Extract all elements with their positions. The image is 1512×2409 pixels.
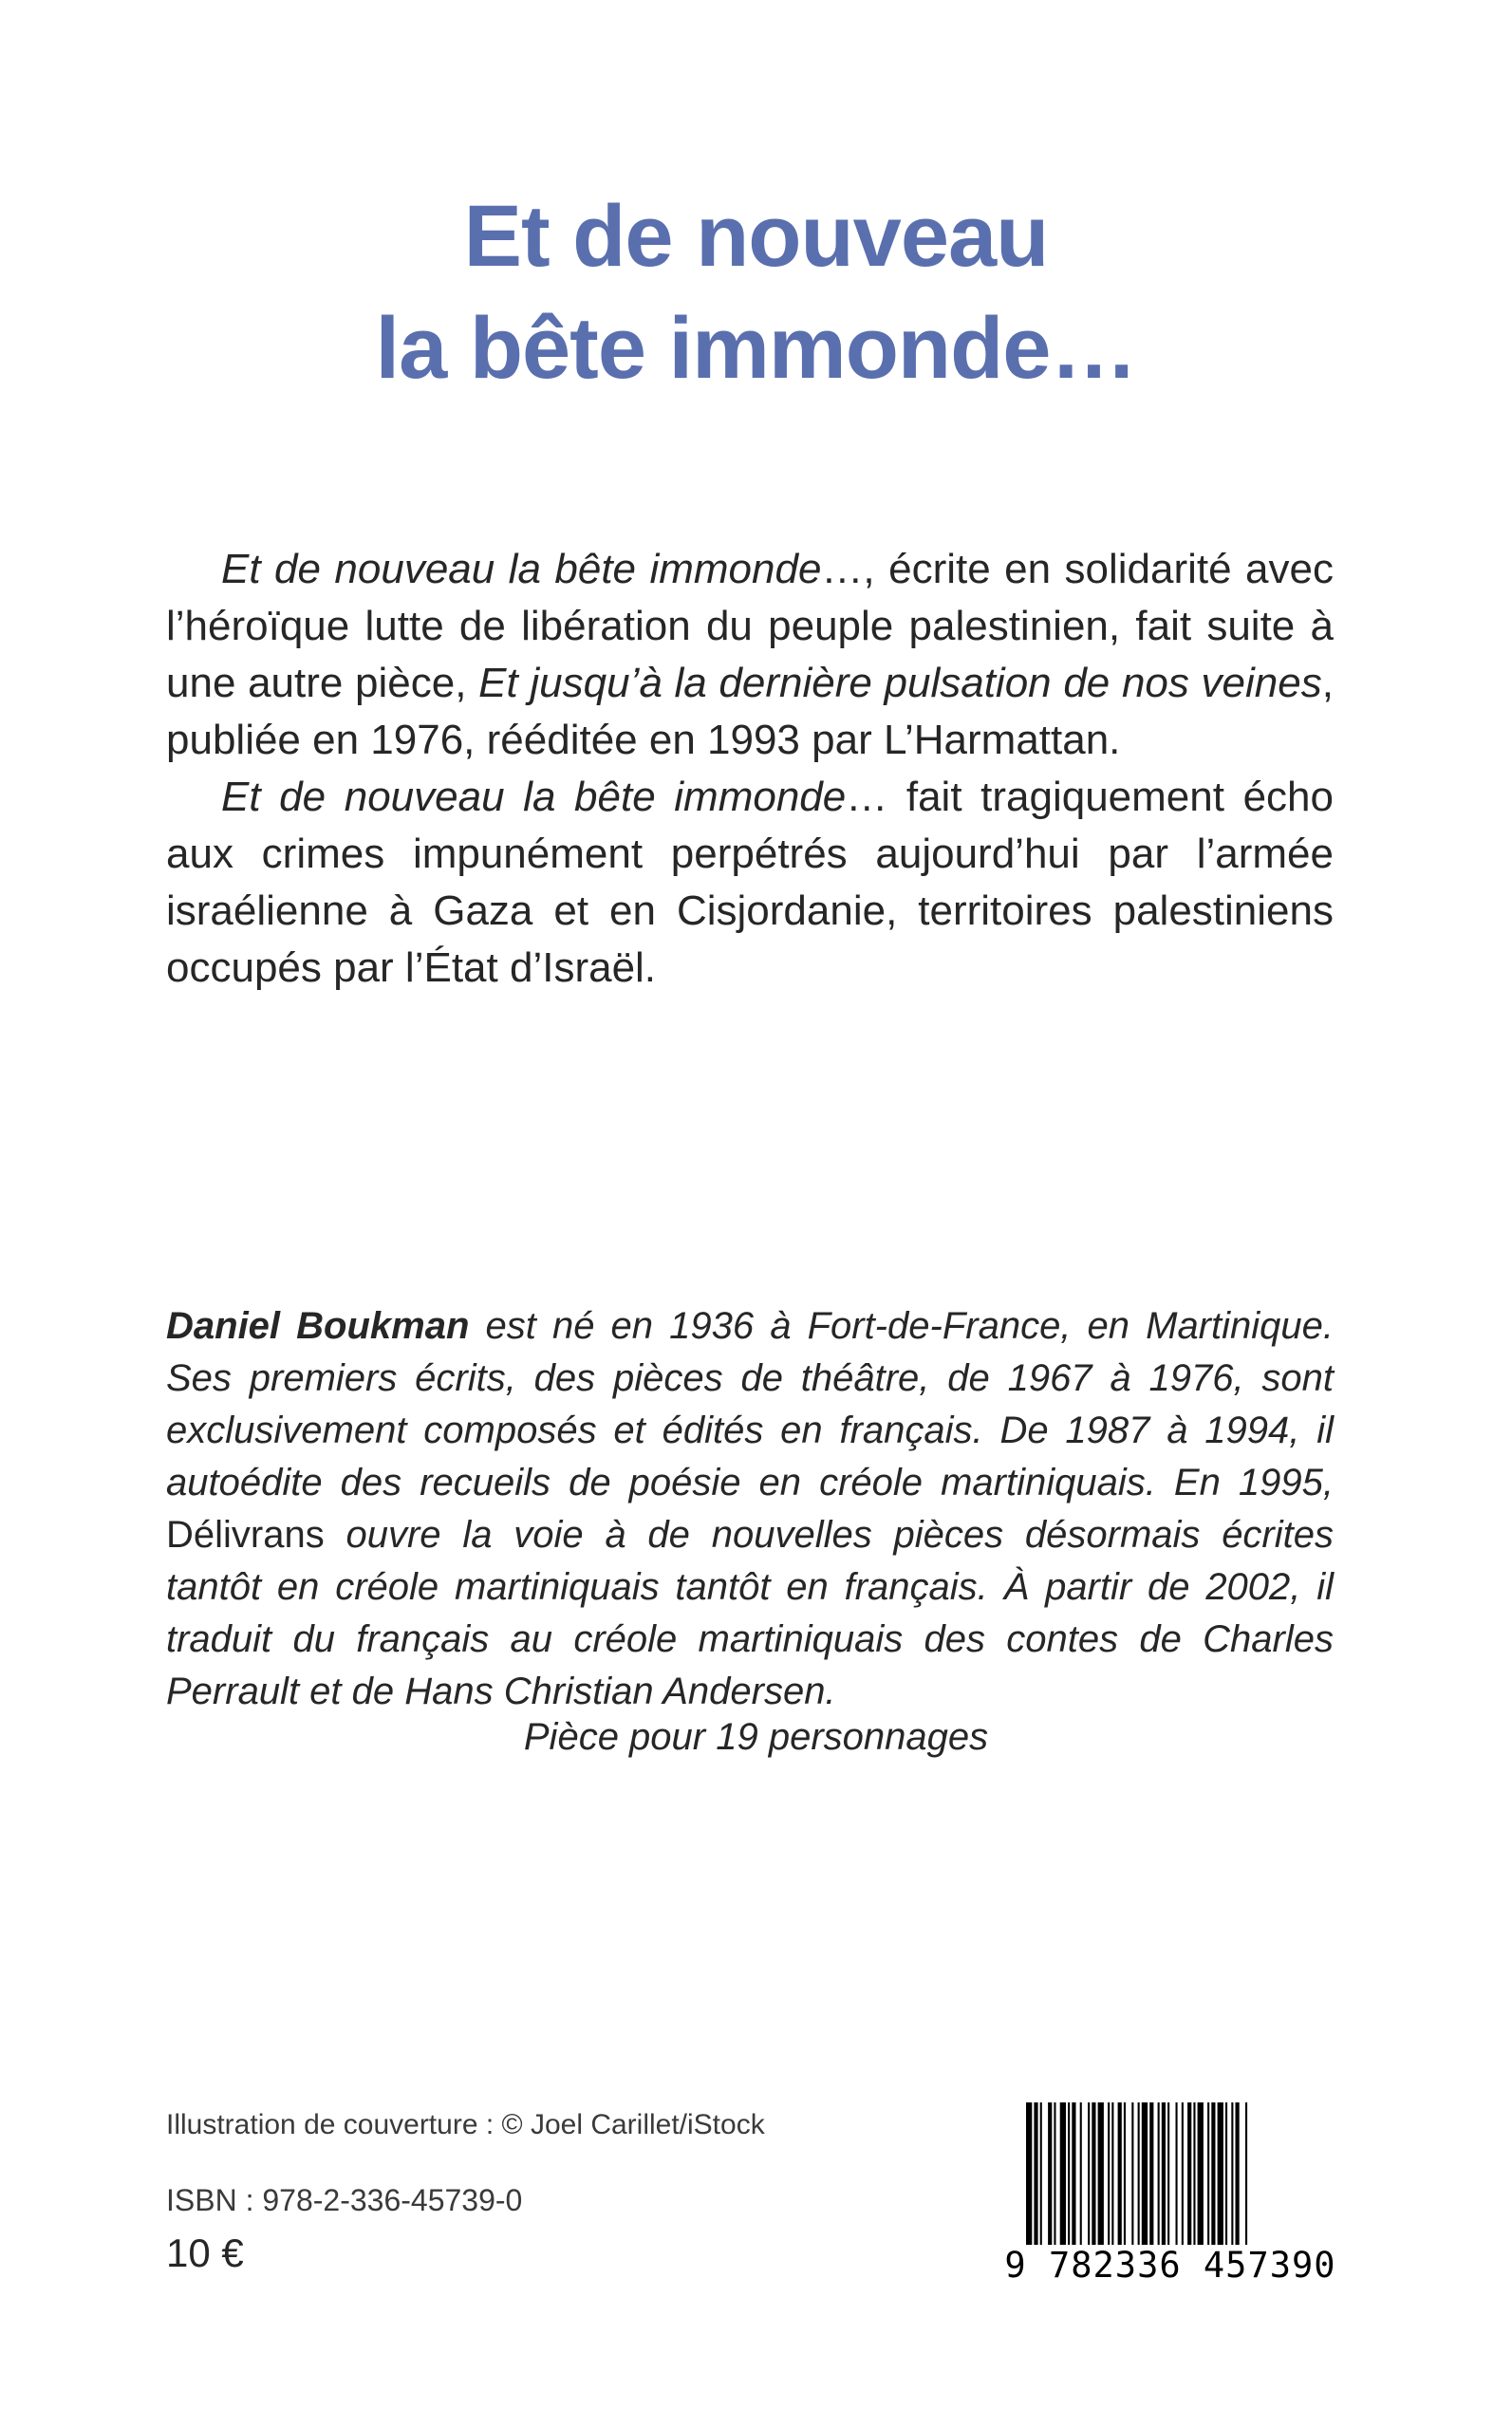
barcode-bar — [1131, 2102, 1133, 2245]
summary-title-ref: Et de nouveau la bête immonde — [221, 774, 847, 820]
barcode-bar — [1176, 2102, 1178, 2245]
title-line-2: la bête immonde… — [375, 300, 1137, 397]
barcode-bar — [1124, 2102, 1126, 2245]
barcode-bar — [1026, 2102, 1032, 2245]
barcode-bar — [1040, 2102, 1042, 2245]
author-bio-text: est né en 1936 à Fort-de-France, en Martinique. Ses premiers écrits, des pièces de théâtre, de 1967 à 1976, sont exclusivement composés et édités en français. De 1987 à 1994, il autoédite des recueils de poésie en créole martiniquais. En 1995, — [166, 1305, 1334, 1503]
summary-text: … fait tragiquement écho aux crimes impunément perpétrés aujourd’hui par l’armée israélienne à Gaza et en Cisjordanie, territoires palestiniens occupés par l’État d’Israël. — [166, 774, 1334, 991]
barcode-bar — [1088, 2102, 1090, 2245]
barcode-bar — [1142, 2102, 1148, 2245]
barcode-bar — [1231, 2102, 1233, 2245]
barcode-bar — [1245, 2102, 1247, 2245]
summary-paragraph-1 — [166, 541, 1334, 769]
isbn: ISBN : 978-2-336-45739-0 — [166, 2183, 523, 2217]
barcode-bar — [1182, 2102, 1184, 2245]
barcode-bar — [1162, 2102, 1166, 2245]
barcode-bar — [1092, 2102, 1095, 2245]
barcode-bar — [1072, 2102, 1075, 2245]
summary-text: …, écrite en solidarité avec l’héroïque lutte de libération du peuple palestinien, fait suite à une autre pièce, — [166, 546, 1334, 706]
barcode-bar — [1236, 2102, 1240, 2245]
barcode-bar — [1111, 2102, 1113, 2245]
author-biography — [166, 1300, 1334, 1718]
title-line-1: Et de nouveau — [463, 188, 1049, 285]
barcode-bar — [1207, 2102, 1209, 2245]
book-title — [0, 180, 1512, 404]
book-summary — [166, 541, 1334, 997]
summary-previous-play-ref: Et jusqu’à la dernière pulsation de nos veines — [478, 660, 1322, 706]
barcode-bar — [1187, 2102, 1191, 2245]
summary-paragraph-2 — [166, 769, 1334, 997]
author-name: Daniel Boukman — [166, 1305, 470, 1347]
barcode-bar — [1149, 2102, 1153, 2245]
author-work-title: Délivrans — [166, 1514, 325, 1556]
price: 10 € — [166, 2231, 244, 2275]
character-count: Pièce pour 19 personnages — [523, 1716, 989, 1758]
barcode-bar — [1098, 2102, 1104, 2245]
barcode-bar — [1198, 2102, 1204, 2245]
barcode-bar — [1138, 2102, 1140, 2245]
barcode-bar — [1118, 2102, 1122, 2245]
barcode-bar — [1080, 2102, 1082, 2245]
barcode-bar — [1193, 2102, 1195, 2245]
barcode-bar — [1167, 2102, 1169, 2245]
summary-text: , publiée en 1976, rééditée en 1993 par L’Harmattan. — [166, 660, 1334, 763]
barcode-bar — [1158, 2102, 1160, 2245]
barcode-bar — [1068, 2102, 1070, 2245]
barcode-bars — [1020, 2102, 1334, 2245]
barcode-bar — [1225, 2102, 1227, 2245]
barcode-bar — [1034, 2102, 1037, 2245]
barcode-bar — [1048, 2102, 1052, 2245]
barcode-bar — [1211, 2102, 1215, 2245]
barcode-bar — [1054, 2102, 1055, 2245]
cover-credit: Illustration de couverture : © Joel Carillet/iStock — [166, 2109, 765, 2140]
author-bio-text: ouvre la voie à de nouvelles pièces désormais écrites tantôt en créole martiniquais tantôt en français. À partir de 2002, il traduit du français au créole martiniquais des contes de Charles Perrault et de Hans Christian Andersen. — [166, 1514, 1334, 1712]
barcode-bar — [1218, 2102, 1223, 2245]
summary-title-ref: Et de nouveau la bête immonde — [221, 546, 822, 592]
barcode-bar — [1060, 2102, 1066, 2245]
barcode-bar — [1108, 2102, 1110, 2245]
barcode-digits: 9 782336 457390 — [1004, 2245, 1336, 2286]
